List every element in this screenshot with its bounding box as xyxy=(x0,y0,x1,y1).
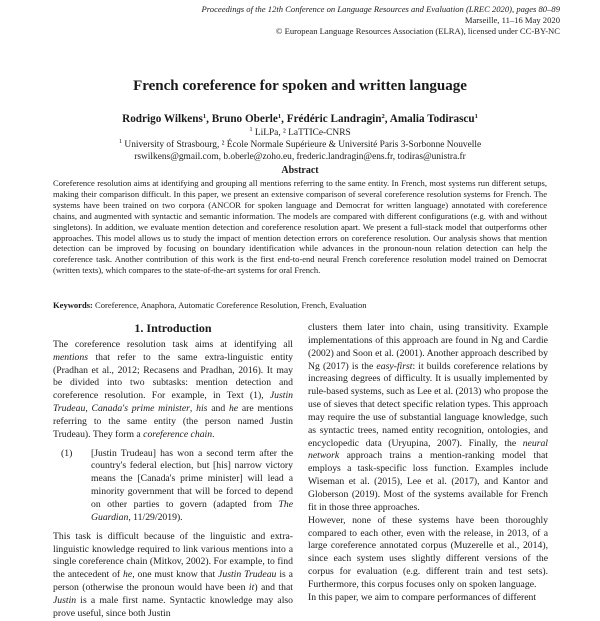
author-name: Amalia Todirascu xyxy=(389,113,475,125)
institution-affiliations xyxy=(0,139,600,151)
example-1 xyxy=(53,448,293,525)
example-number: (1) xyxy=(61,447,73,459)
author-name: Rodrigo Wilkens xyxy=(122,113,203,125)
author-affil-mark: 1 xyxy=(474,113,478,120)
institutions-text: University of Strasbourg, ² École Normale Supérieure & Université Paris 3-Sorbonne Nouvelle xyxy=(122,140,482,150)
intro-paragraph-2: This task is difficult because of the linguistic and extra-linguistic knowledge required to link various mentions into a single coreference chain (Mitkov, 2002). For example, to find the antecedent of he, one must know that Justin Trudeau is a person (otherwise the pronoun would have been it) and that Justin is a male first name. Syntactic knowledge may also prove useful, since both Justin xyxy=(53,530,293,619)
license-line: © European Language Resources Association (ELRA), licensed under CC-BY-NC xyxy=(275,26,560,36)
keywords-line xyxy=(53,300,547,310)
example-text: [Justin Trudeau] has won a second term after the country's federal election, but [his] narrow victory means the [Canada's prime minister] will lead a minority government that will be forced to depend on other parties to govern (adapted from The Guardian, 11/29/2019). xyxy=(91,447,293,523)
paper-title: French coreference for spoken and written language xyxy=(133,78,467,94)
author-affil-mark: 1 xyxy=(277,113,282,120)
author-affil-mark: 2 xyxy=(381,113,385,120)
right-column xyxy=(308,322,548,605)
author-affil-mark: 1 xyxy=(202,113,207,120)
lab-affiliations xyxy=(0,127,600,139)
author-name: Bruno Oberle xyxy=(211,113,278,125)
left-column xyxy=(53,322,293,621)
abstract-heading: Abstract xyxy=(281,165,319,176)
affil-mark: 1 xyxy=(118,138,123,145)
location-date: Marseille, 11–16 May 2020 xyxy=(464,15,560,25)
author-list: Rodrigo Wilkens$^1$, Bruno Oberle$^1$, Frédéric Landragin$^2$, Amalia Todirascu$^1$ xyxy=(122,113,478,125)
author-emails: rswilkens@gmail.com, b.oberle@zoho.eu, frederic.landragin@ens.fr, todiras@unistra.fr xyxy=(134,152,466,162)
abstract-text: Coreference resolution aims at identifying and grouping all mentions referring to the same entity. In French, most systems run different setups, making their comparison difficult. In this paper, we present an extensive comparison of several coreference resolution systems for French. The systems have been trained on two corpora (ANCOR for spoken language and Democrat for written language) annotated with coreference chains, and augmented with syntactic and semantic information. The models are compared with different configurations (e.g. with and without singletons). In addition, we evaluate mention detection and coreference resolution apart. We present a full-stack model that outperforms other approaches. This model allows us to study the impact of mention detection errors on coreference resolution. Our analysis shows that mention detection can be improved by focusing on boundary identification while advances in the pronoun-noun relation detection can help the coreference task. Another contribution of this work is the first end-to-end neural French coreference resolution model trained on Democrat (written texts), which compares to the state-of-the-art systems for oral French. xyxy=(53,178,547,276)
section-heading-introduction: 1. Introduction xyxy=(134,321,212,335)
intro-paragraph-right-1: clusters them later into chain, using transitivity. Example implementations of this approach are found in Ng and Cardie (2002) and Soon et al. (2001). Another approach described by Ng (2017) is the easy-first: it builds coreference relations by increasing degrees of difficulty. It is usually implemented by rule-based systems, such as Lee et al. (2013) who propose the use of sieves that detect specific relation types. This approach may require the use of substantial language knowledge, such as syntactic trees, named entity recognition, ontologies, and encyclopedic data (Uryupina, 2007). Finally, the neural network approach trains a mention-ranking model that employs a task-specific loss function. Examples include Wiseman et al. (2015), Lee et al. (2017), and Kantor and Globerson (2019). Most of the systems available for French fit in those three approaches. xyxy=(308,322,549,513)
keywords-label: Keywords: xyxy=(53,300,93,310)
affil-mark: 1 xyxy=(249,126,253,133)
labs-text: LiLPa, ² LaTTICe-CNRS xyxy=(254,128,351,138)
keywords-text: Coreference, Anaphora, Automatic Coreference Resolution, French, Evaluation xyxy=(92,300,367,310)
author-name: Frédéric Landragin xyxy=(286,113,382,125)
proceedings-line: Proceedings of the 12th Conference on Language Resources and Evaluation (LREC 2020), pages 80–89 xyxy=(201,4,560,14)
intro-paragraph-1: The coreference resolution task aims at identifying all mentions that refer to the same extra-linguistic entity (Pradhan et al., 2012; Recasens and Pradhan, 2016). It may be divided into two subtasks: mention detection and coreference resolution. For example, in Text (1), Justin Trudeau, Canada's prime minister, his and he are mentions referring to the same entity (the person named Justin Trudeau). They form a coreference chain. xyxy=(53,338,293,440)
intro-paragraph-right-2: However, none of these systems have been thoroughly compared to each other, even with the release, in 2013, of a large coreference annotated corpus (Muzerelle et al., 2014), since each system uses slightly different versions of the corpus for evaluation (e.g. different train and test sets). Furthermore, this corpus focuses only on spoken language. xyxy=(308,514,548,590)
conference-header xyxy=(202,4,561,37)
intro-paragraph-right-3: In this paper, we aim to compare performances of different xyxy=(308,591,537,603)
